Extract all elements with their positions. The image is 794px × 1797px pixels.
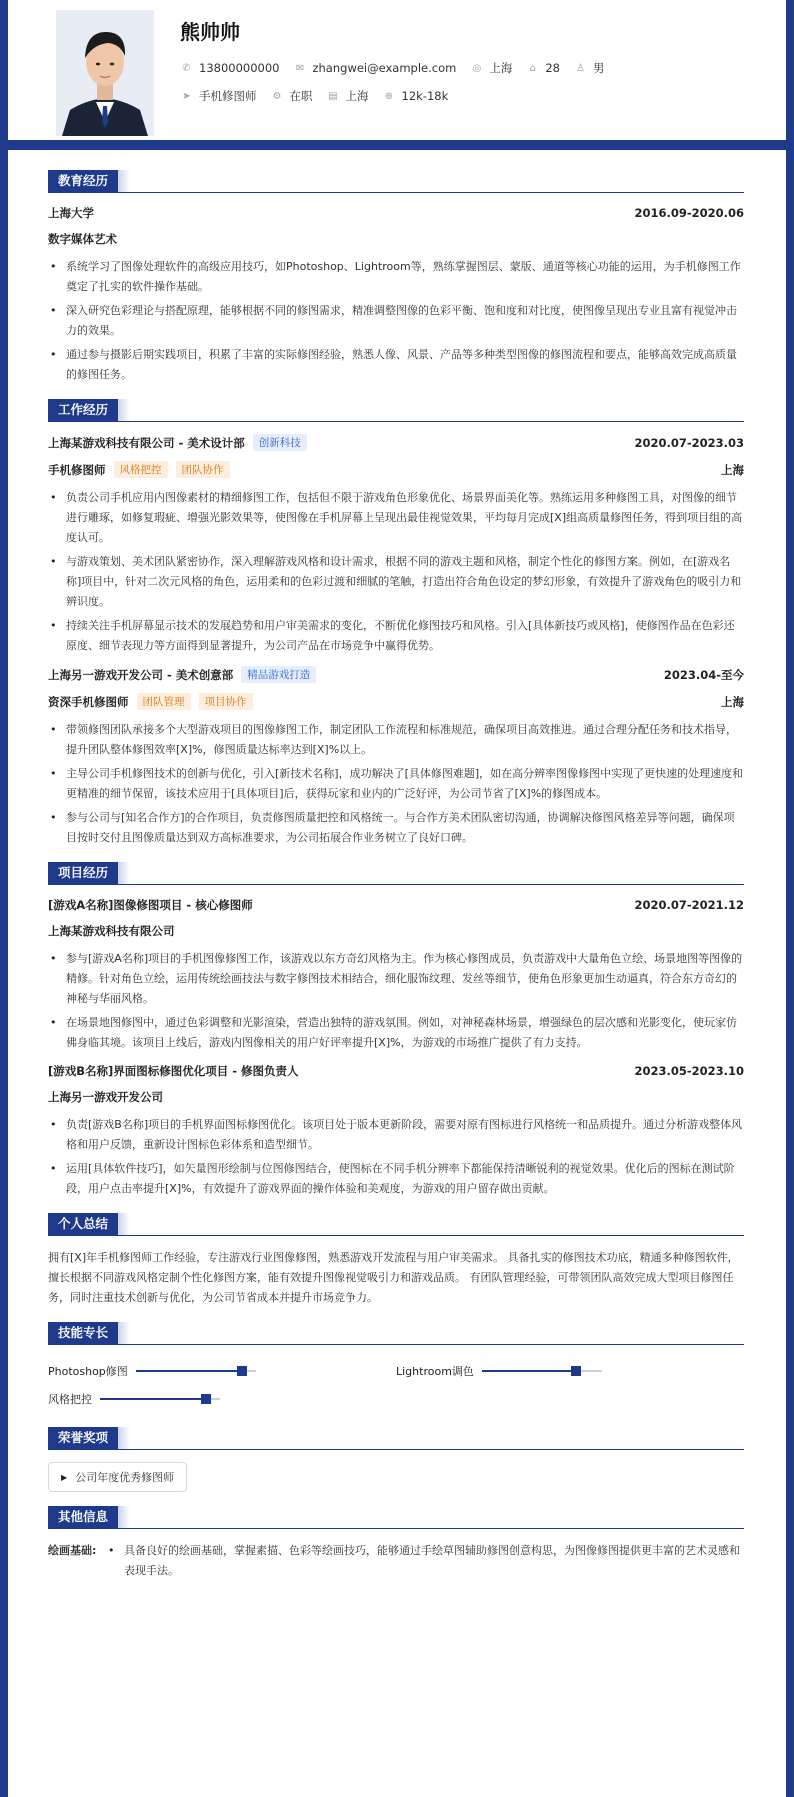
skills-section xyxy=(48,1322,744,1413)
project-company: 上海另一游戏开发公司 xyxy=(48,1090,163,1104)
location-pin-icon: ◎ xyxy=(472,62,482,74)
project-title-row xyxy=(48,1063,744,1079)
work-period: 2023.04-至今 xyxy=(663,667,744,682)
role-name: 手机修图师 xyxy=(48,462,106,477)
project-company: 上海某游戏科技有限公司 xyxy=(48,924,175,938)
company-row xyxy=(48,434,744,451)
role-tag: 团队管理 xyxy=(137,693,191,710)
project-title: [游戏A名称]图像修图项目 - 核心修图师 xyxy=(48,898,253,912)
list-item: • 持续关注手机屏幕显示技术的发展趋势和用户审美需求的变化，不断优化修图技巧和风格。引入[具体新技巧或风格]，使修图作品在色彩还原度、细节表现力等方面得到显著提升，为公司产品在市场竞争中赢得优势。 xyxy=(48,616,744,656)
skill-name: Lightroom调色 xyxy=(396,1365,474,1378)
project-title: [游戏B名称]界面图标修图优化项目 - 修图负责人 xyxy=(48,1064,299,1078)
skill-level-knob xyxy=(237,1366,247,1376)
work-bullets xyxy=(48,488,744,656)
section-header xyxy=(48,1322,744,1345)
user-icon: ♙ xyxy=(576,62,585,74)
age-text: 28 xyxy=(545,61,560,75)
role-tag: 风格把控 xyxy=(114,461,168,478)
coin-icon: ⊕ xyxy=(384,90,394,102)
project-entry xyxy=(48,897,744,1053)
section-header xyxy=(48,1427,744,1450)
work-entry xyxy=(48,434,744,656)
list-item: • 深入研究色彩理论与搭配原理，能够根据不同的修图需求，精准调整图像的色彩平衡、饱和度和对比度，使图像呈现出专业且富有视觉冲击力的效果。 xyxy=(48,301,744,341)
other-section xyxy=(48,1506,744,1585)
project-section xyxy=(48,862,744,1199)
salary-text: 12k-18k xyxy=(401,89,449,103)
education-bullets xyxy=(48,257,744,385)
company-name: 上海某游戏科技有限公司 - 美术设计部 xyxy=(48,435,245,450)
skill-level-bar xyxy=(100,1394,220,1404)
work-bullets xyxy=(48,720,744,848)
list-item: • 参与公司与[知名合作方]的合作项目，负责修图质量把控和风格统一。与合作方美术团队密切沟通，协调解决修图风格差异等问题，确保项目按时交付且图像质量达到双方高标准要求，为公司拓展合作业务树立了良好口碑。 xyxy=(48,808,744,848)
list-item: • 通过参与摄影后期实践项目，积累了丰富的实际修图经验，熟悉人像、风景、产品等多种类型图像的修图流程和要点，能够高效完成高质量的修图任务。 xyxy=(48,345,744,385)
list-item: • 负责公司手机应用内图像素材的精细修图工作，包括但不限于游戏角色形象优化、场景界面美化等。熟练运用多种修图工具，对图像的细节进行雕琢，如修复瑕疵、增强光影效果等，使图像在手机屏幕上呈现出最佳视觉效果，平均每月完成[X]组高质量修图任务，得到项目组的高度认可。 xyxy=(48,488,744,548)
phone-item xyxy=(180,61,279,75)
skills-list xyxy=(48,1357,744,1413)
role-tag: 团队协作 xyxy=(176,461,230,478)
award-item xyxy=(48,1462,187,1492)
avatar xyxy=(56,10,154,136)
project-company-row xyxy=(48,923,744,939)
salary-item xyxy=(383,89,449,103)
work-section xyxy=(48,399,744,848)
contact-row xyxy=(180,60,618,76)
work-period: 2020.07-2023.03 xyxy=(634,435,744,450)
list-item: • 系统学习了图像处理软件的高级应用技巧，如Photoshop、Lightroom等，熟练掌握图层、蒙版、通道等核心功能的运用，为手机修图工作奠定了扎实的软件操作基础。 xyxy=(48,257,744,297)
work-entry xyxy=(48,666,744,848)
education-period: 2016.09-2020.06 xyxy=(634,206,744,220)
section-header xyxy=(48,1213,744,1236)
location-item xyxy=(470,60,512,76)
skill-level-bar xyxy=(136,1366,256,1376)
phone-icon: ✆ xyxy=(182,62,191,74)
skill-level-knob xyxy=(571,1366,581,1376)
section-title: 技能专长 xyxy=(48,1322,118,1344)
status-item xyxy=(271,88,313,104)
list-item: • 具备良好的绘画基础，掌握素描、色彩等绘画技巧，能够通过手绘草图辅助修图创意构思，为图像修图提供更丰富的艺术灵感和表现手法。 xyxy=(106,1541,744,1581)
location-text: 上海 xyxy=(489,61,513,75)
resume-content xyxy=(48,170,744,1599)
email-item xyxy=(293,61,456,75)
play-triangle-icon: ▶ xyxy=(61,1472,68,1482)
section-title: 教育经历 xyxy=(48,170,118,192)
role-tag: 项目协作 xyxy=(199,693,253,710)
section-title: 荣誉奖项 xyxy=(48,1427,118,1449)
project-bullets xyxy=(48,1115,744,1199)
skill-level-bar xyxy=(482,1366,602,1376)
cake-icon: ⌂ xyxy=(529,62,537,74)
section-title: 工作经历 xyxy=(48,399,118,421)
list-item: • 参与[游戏A名称]项目的手机图像修图工作，该游戏以东方奇幻风格为主。作为核心修图成员，负责游戏中大量角色立绘、场景地图等图像的精修。针对角色立绘，运用传统绘画技法与数字修图技术相结合，细化服饰纹理、发丝等细节，使角色形象更加生动逼真，符合东方奇幻的神秘与华丽风格。 xyxy=(48,949,744,1009)
skill-level-knob xyxy=(201,1394,211,1404)
skill-item xyxy=(396,1357,744,1385)
list-item: • 运用[具体软件技巧]，如矢量图形绘制与位图修图结合，使图标在不同手机分辨率下都能保持清晰锐利的视觉效果。优化后的图标在测试阶段，用户点击率提升[X]%，有效提升了游戏界面的操作体验和美观度，为游戏的用户留存做出贡献。 xyxy=(48,1159,744,1199)
other-info-row xyxy=(48,1541,744,1585)
intention-row xyxy=(180,88,462,104)
header-bottom-border xyxy=(0,140,786,150)
resume-page xyxy=(8,0,786,1797)
gender-item xyxy=(574,60,605,76)
phone-text: 13800000000 xyxy=(199,61,280,75)
list-item: • 在场景地图修图中，通过色彩调整和光影渲染，营造出独特的游戏氛围。例如，对神秘森林场景，增强绿色的层次感和光影变化，使玩家仿佛身临其境。该项目上线后，游戏内图像相关的用户好评率提升[X]%，为游戏的市场推广提供了有力支持。 xyxy=(48,1013,744,1053)
role-row xyxy=(48,461,744,478)
skill-item xyxy=(48,1357,396,1385)
resume-header xyxy=(8,0,786,150)
school-name: 上海大学 xyxy=(48,206,94,220)
section-header xyxy=(48,170,744,193)
company-tag: 创新科技 xyxy=(253,434,307,451)
other-label: 绘画基础: xyxy=(48,1544,97,1557)
summary-text: 拥有[X]年手机修图师工作经验，专注游戏行业图像修图，熟悉游戏开发流程与用户审美需求。 具备扎实的修图技术功底，精通多种修图软件，擅长根据不同游戏风格定制个性化修图方案，能有效提升图像视觉吸引力和游戏品质。 有团队管理经验，可带领团队高效完成大型项目修图任务，同时注重技术创新与优化，为公司节省成本并提升市场竞争力。 xyxy=(48,1251,739,1304)
project-period: 2023.05-2023.10 xyxy=(634,1064,744,1078)
project-bullets xyxy=(48,949,744,1053)
honors-section xyxy=(48,1427,744,1492)
send-icon: ➤ xyxy=(182,90,191,102)
section-title: 项目经历 xyxy=(48,862,118,884)
section-header xyxy=(48,1506,744,1529)
list-item: • 主导公司手机修图技术的创新与优化，引入[新技术名称]，成功解决了[具体修图难题]，如在高分辨率图像修图中实现了更快速的处理速度和更精准的细节保留，该技术应用于[具体项目]后，获得玩家和业内的广泛好评，为公司节省了[X]%的修图成本。 xyxy=(48,764,744,804)
project-title-row xyxy=(48,897,744,913)
project-entry xyxy=(48,1063,744,1199)
summary-section xyxy=(48,1213,744,1308)
company-row xyxy=(48,666,744,683)
work-city: 上海 xyxy=(721,462,744,477)
project-period: 2020.07-2021.12 xyxy=(634,898,744,912)
list-item: • 负责[游戏B名称]项目的手机界面图标修图优化。该项目处于版本更新阶段，需要对原有图标进行风格统一和品质提升。通过分析游戏整体风格和用户反馈，重新设计图标色彩体系和造型细节。 xyxy=(48,1115,744,1155)
section-title: 其他信息 xyxy=(48,1506,118,1528)
gender-text: 男 xyxy=(592,61,605,75)
section-title: 个人总结 xyxy=(48,1213,118,1235)
major-name: 数字媒体艺术 xyxy=(48,232,117,246)
major-row xyxy=(48,231,744,247)
mail-icon: ✉ xyxy=(295,62,305,74)
candidate-name: 熊帅帅 xyxy=(180,20,240,44)
education-section xyxy=(48,170,744,385)
section-header xyxy=(48,399,744,422)
skill-name: 风格把控 xyxy=(48,1393,92,1406)
role-row xyxy=(48,693,744,710)
job-target-item xyxy=(180,88,257,104)
age-item xyxy=(526,61,560,75)
target-city-text: 上海 xyxy=(345,89,369,103)
frame-left-border xyxy=(0,0,8,150)
company-name: 上海另一游戏开发公司 - 美术创意部 xyxy=(48,667,234,682)
other-bullets xyxy=(106,1541,744,1585)
job-target-text: 手机修图师 xyxy=(199,89,257,103)
status-text: 在职 xyxy=(289,89,313,103)
company-tag: 精品游戏打造 xyxy=(241,666,316,683)
work-city: 上海 xyxy=(721,694,744,709)
target-city-item xyxy=(327,88,369,104)
education-row xyxy=(48,205,744,221)
skill-name: Photoshop修图 xyxy=(48,1365,128,1378)
award-text: 公司年度优秀修图师 xyxy=(75,1471,175,1484)
skill-item xyxy=(48,1385,396,1413)
project-company-row xyxy=(48,1089,744,1105)
list-item: • 带领修图团队承接多个大型游戏项目的图像修图工作，制定团队工作流程和标准规范，确保项目高效推进。通过合理分配任务和技术指导，提升团队整体修图效率[X]%，修图质量达标率达到[X]%以上。 xyxy=(48,720,744,760)
list-item: • 与游戏策划、美术团队紧密协作，深入理解游戏风格和设计需求，根据不同的游戏主题和风格，制定个性化的修图方案。例如，在[游戏名称]项目中，针对二次元风格的角色，运用柔和的色彩过渡和细腻的笔触，打造出符合角色设定的梦幻形象，有效提升了游戏角色的吸引力和辨识度。 xyxy=(48,552,744,612)
section-header xyxy=(48,862,744,885)
building-icon: ▤ xyxy=(328,90,338,102)
email-text: zhangwei@example.com xyxy=(312,61,457,75)
gear-icon: ⚙ xyxy=(272,90,282,102)
role-name: 资深手机修图师 xyxy=(48,694,129,709)
frame-right-border xyxy=(786,0,794,150)
